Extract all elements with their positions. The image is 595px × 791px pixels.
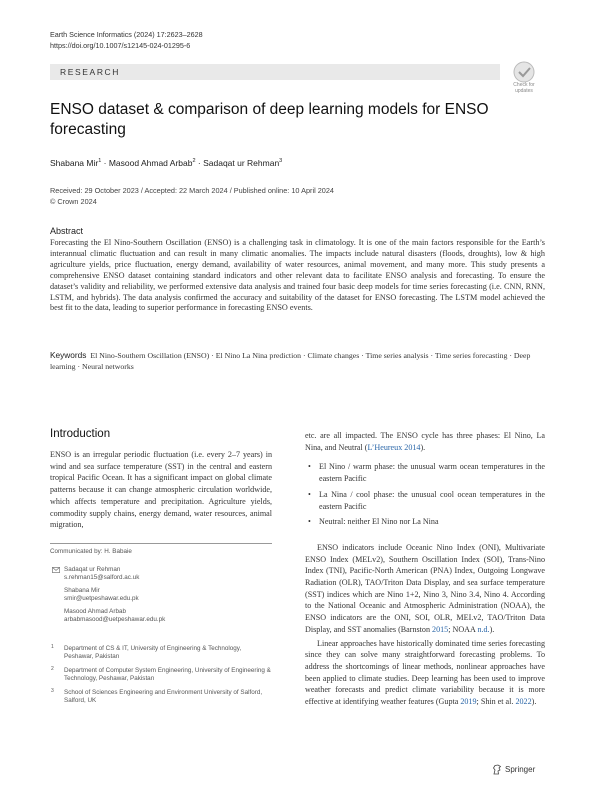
paper-title: ENSO dataset & comparison of deep learning models for ENSO forecasting — [50, 101, 489, 138]
springer-horse-icon — [492, 764, 502, 775]
affiliation: 3 School of Sciences Engineering and Environment University of Salford, Salford, UK — [51, 687, 263, 705]
list-item: • La Nina / cool phase: the unusual cool ocean temperatures in the eastern Pacific — [305, 489, 545, 512]
communicated-by: Communicated by: H. Babaie — [50, 548, 132, 555]
copyright: © Crown 2024 — [50, 196, 97, 206]
contact-entry — [64, 608, 272, 625]
citation-link[interactable]: 2015 — [432, 624, 449, 634]
contact-entry — [64, 566, 272, 583]
section-label: RESEARCH — [60, 67, 121, 77]
phase-list — [305, 461, 545, 528]
citation-link[interactable]: 2019 — [460, 697, 477, 707]
contact-name: Sadaqat ur Rehman — [64, 566, 121, 573]
journal-header — [50, 30, 203, 51]
affiliation: 2 Department of Computer System Engineering, University of Engineering & Technology, Peshawar, Pakistan — [51, 665, 271, 683]
publication-dates: Received: 29 October 2023 / Accepted: 22 March 2024 / Published online: 10 April 2024 © Crown 2024 — [50, 186, 334, 206]
keywords-text: El Nino-Southern Oscillation (ENSO) · El Nino La Nina prediction · Climate changes · Time series analysis · Time series forecasting · Deep learning · Neural networks — [50, 351, 531, 372]
author-name[interactable]: Shabana Mir — [50, 158, 99, 168]
journal-citation: Earth Science Informatics (2024) 17:2623–2628 — [50, 30, 203, 39]
contact-name: Masood Ahmad Arbab — [64, 607, 126, 615]
author-name[interactable]: Sadaqat ur Rehman — [203, 158, 280, 168]
author-name[interactable]: Masood Ahmad Arbab — [108, 158, 193, 168]
citation-link[interactable]: n.d. — [477, 624, 490, 634]
abstract-text: Forecasting the El Nino-Southern Oscillation (ENSO) is a challenging task in climatology. It is one of the main factors responsible for the Earth’s interannual climatic fluctuation and can result in many climatic anomalies. The impacts include natural disasters (floods, droughts), low & high agriculture yields, price fluctuation, energy demand, availability of water resources, animal movement, and many more. This study presents a comprehensive ENSO dataset containing standard indicators and other relevant data to facilitate ENSO analysis and forecasting. To ensure the dataset’s validity and reliability, we performed extensive data analysis and trained four basic deep models for time series forecasting (i.e. CNN, RNN, LSTM, and hybrids). The data analysis confirmed the accuracy and suitability of the dataset for ENSO forecasting. The LSTM model achieved the best fit to the data, leading to superior performance in forecasting ENSO events. — [50, 238, 545, 313]
contact-email[interactable]: smir@uetpeshawar.edu.pk — [64, 595, 139, 603]
paragraph: etc. are all impacted. The ENSO cycle has three phases: El Nino, La Nina, and Neutral (L’Heureux 2014). — [305, 431, 545, 452]
author-list: Shabana Mir$^1$ · Masood Ahmad Arbab$^2$ · Sadaqat ur Rehman$^3$ — [50, 158, 283, 168]
keywords — [50, 350, 545, 372]
doi-link[interactable]: https://doi.org/10.1007/s12145-024-01295-6 — [50, 40, 191, 50]
affiliation: 1 Department of CS & IT, University of Engineering & Technology, Peshawar, Pakistan — [51, 644, 242, 661]
paragraph: ENSO indicators include Oceanic Nino Index (ONI), Multivariate ENSO Index (MELv2), Southern Oscillation Index (SOI), Trans-Nino Index (TNI), Pacific-North American (PNA) Index, Outgoing Longwave Radiation (OLR), TAO/Triton Data Display, and sea surface temperature (SST) indices which are Nino 1+2, Nino 3, Nino 3.4, Nino 4. According to the National Oceanic and Atmospheric Administration (NOAA), the ENSO indicators are the ONI, SOI, OLR, MEI.v2, TAO/Triton Data Display, and SST anomalies (Barnston 2015; NOAA n.d.). — [305, 542, 545, 634]
publisher-name: Springer — [505, 765, 536, 774]
list-item: • Neutral: neither El Nino nor La Nina — [305, 516, 545, 528]
contact-email[interactable]: s.rehman15@salford.ac.uk — [64, 574, 140, 582]
introduction-heading: Introduction — [50, 428, 111, 440]
contact-name: Shabana Mir — [64, 586, 100, 594]
footnote-divider — [50, 543, 272, 544]
contact-entry — [64, 587, 272, 604]
contact-email[interactable]: arbabmasood@uetpeshawar.edu.pk — [64, 616, 166, 624]
list-item: • El Nino / warm phase: the unusual warm ocean temperatures in the eastern Pacific — [305, 461, 545, 484]
keywords-label: Keywords — [50, 350, 87, 360]
intro-column-right — [305, 430, 545, 708]
paragraph: Linear approaches have historically dominated time series forecasting since they can solve many straightforward forecasting problems. To address the shortcomings of linear methods, nonlinear approaches have been applied to climate studies. Deep learning has been used to improve weather forecasts and predict climate variability because it is more effective at identifying weather features (Gupta 2019; Shin et al. 2022). — [305, 638, 545, 707]
contact-list — [50, 566, 272, 628]
citation-link[interactable]: L’Heureux 2014 — [367, 442, 421, 452]
affiliation-list — [50, 645, 272, 710]
citation-link[interactable]: 2022 — [515, 697, 532, 707]
crossmark-caption: Check for updates — [513, 82, 535, 94]
abstract-heading: Abstract — [50, 226, 84, 236]
intro-column-left: ENSO is an irregular periodic fluctuation (i.e. every 2–7 years) in wind and sea surface temperature (SST) in the central and eastern tropical Pacific Ocean. It has a significant impact on global climate patterns because it can change atmospheric circulation worldwide, which affects temperature and precipitation. Agriculture yields, commodity supply chains, energy demand, water resources, animal migration, — [50, 450, 272, 530]
